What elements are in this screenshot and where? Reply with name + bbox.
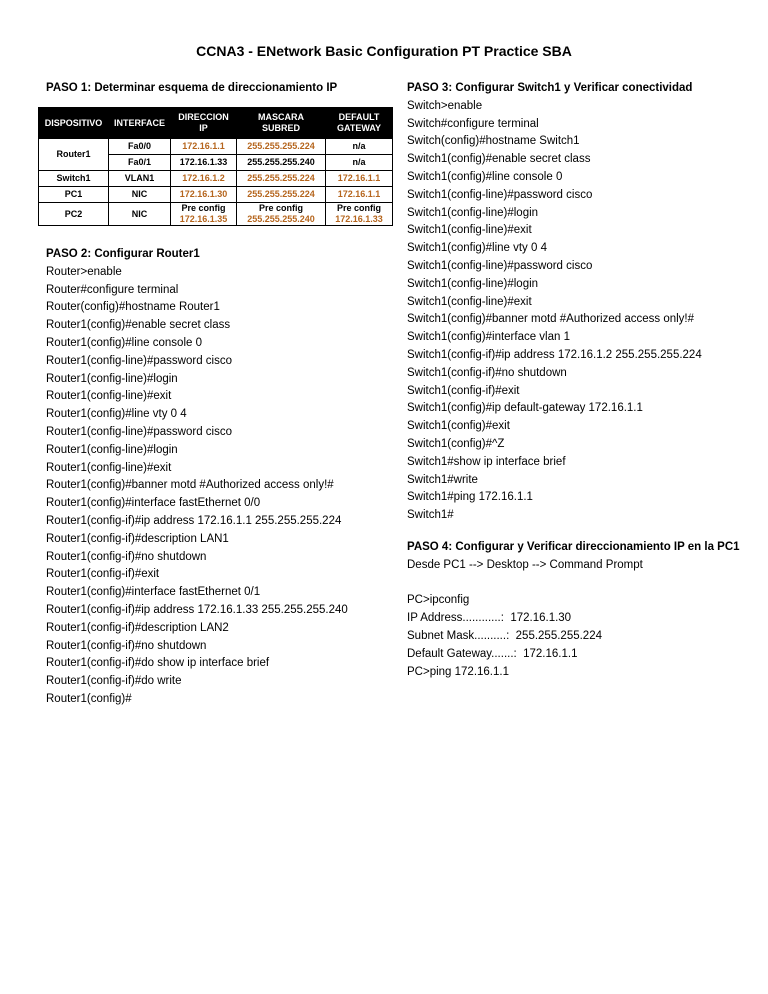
command-line: Router>enable	[46, 265, 122, 278]
cell-ip-note: Pre config	[181, 203, 226, 213]
command-line: Router#configure terminal	[46, 283, 179, 296]
table-row	[39, 171, 393, 187]
command-line: Router1(config)#enable secret class	[46, 319, 231, 332]
header-device: DISPOSITIVO	[39, 108, 109, 139]
cell-gateway: 172.16.1.1	[326, 171, 393, 187]
cell-device: PC1	[39, 187, 109, 203]
command-line: Switch1(config-if)#ip address 172.16.1.2 255.255.255.224	[407, 348, 702, 361]
addressing-table	[38, 107, 393, 226]
header-ip: DIRECCION IP	[171, 108, 237, 139]
spacer	[407, 575, 747, 593]
command-line: IP Address............: 172.16.1.30	[407, 612, 572, 625]
cell-gateway: n/a	[326, 139, 393, 155]
cell-interface: Fa0/1	[109, 155, 171, 171]
cell-mask-value: 255.255.255.240	[247, 214, 315, 224]
paso4-intro: Desde PC1 --> Desktop --> Command Prompt	[407, 558, 643, 571]
cell-gateway-value: 172.16.1.33	[335, 214, 383, 224]
table-row	[39, 139, 393, 155]
command-line: Router1(config-line)#login	[46, 372, 178, 385]
paso4-section	[407, 539, 747, 681]
table-row	[39, 187, 393, 203]
cell-ip-value: 172.16.1.35	[179, 214, 228, 224]
command-line: Router1(config-if)#ip address 172.16.1.33 255.255.255.240	[46, 603, 348, 616]
cell-mask: 255.255.255.240	[237, 155, 326, 171]
command-line: Router(config)#hostname Router1	[46, 301, 220, 314]
cell-gateway: 172.16.1.1	[326, 187, 393, 203]
command-line: Router1(config-line)#login	[46, 443, 178, 456]
cell-ip: 172.16.1.33	[171, 155, 237, 171]
command-line: PC>ipconfig	[407, 594, 470, 607]
header-interface: INTERFACE	[109, 108, 171, 139]
command-line: Router1(config)#line vty 0 4	[46, 408, 187, 421]
command-line: Switch1(config-if)#no shutdown	[407, 366, 567, 379]
command-line: Router1(config-if)#do write	[46, 675, 182, 688]
command-line: Router1(config-if)#description LAN1	[46, 532, 229, 545]
command-line: Switch1(config-line)#password cisco	[407, 188, 593, 201]
command-line: Router1(config-if)#no shutdown	[46, 639, 207, 652]
pc1-commands	[407, 592, 747, 681]
command-line: Switch1(config-line)#exit	[407, 224, 532, 237]
command-line: Switch1(config)#ip default-gateway 172.16.1.1	[407, 402, 643, 415]
document-title: CCNA3 - ENetwork Basic Configuration PT Practice SBA	[196, 43, 572, 59]
command-line: Router1(config-if)#description LAN2	[46, 621, 229, 634]
router1-commands	[46, 264, 392, 709]
cell-mask: 255.255.255.224	[237, 187, 326, 203]
command-line: Switch(config)#hostname Switch1	[407, 135, 580, 148]
command-line: Switch1(config-line)#password cisco	[407, 259, 593, 272]
cell-device: Router1	[39, 139, 109, 171]
command-line: Switch1(config-if)#exit	[407, 384, 520, 397]
command-line: Switch>enable	[407, 99, 483, 112]
paso4-heading: PASO 4: Configurar y Verificar direccionamiento IP en la PC1	[407, 541, 740, 553]
command-line: Switch1(config)#line console 0	[407, 170, 563, 183]
command-line: Router1(config)#banner motd #Authorized access only!#	[46, 479, 334, 492]
table-row	[39, 203, 393, 226]
cell-mask	[237, 203, 326, 226]
cell-ip: 172.16.1.1	[171, 139, 237, 155]
paso1-section	[46, 80, 392, 98]
cell-ip: 172.16.1.30	[171, 187, 237, 203]
command-line: Router1(config-line)#exit	[46, 461, 172, 474]
command-line: Router1(config)#interface fastEthernet 0/0	[46, 497, 261, 510]
command-line: Switch1(config)#enable secret class	[407, 153, 591, 166]
switch1-commands	[407, 98, 747, 525]
cell-device: PC2	[39, 203, 109, 226]
command-line: Router1(config-if)#exit	[46, 568, 160, 581]
command-line: Router1(config-if)#ip address 172.16.1.1 255.255.255.224	[46, 514, 342, 527]
command-line: Switch1(config-line)#login	[407, 277, 539, 290]
cell-gateway: n/a	[326, 155, 393, 171]
command-line: Switch1(config-line)#exit	[407, 295, 532, 308]
cell-interface: VLAN1	[109, 171, 171, 187]
paso1-heading: PASO 1: Determinar esquema de direccionamiento IP	[46, 82, 338, 94]
command-line: Router1(config-if)#do show ip interface brief	[46, 657, 270, 670]
command-line: Router1(config-line)#password cisco	[46, 354, 232, 367]
command-line: Switch1(config)#banner motd #Authorized access only!#	[407, 313, 695, 326]
command-line: Router1(config)#interface fastEthernet 0/1	[46, 586, 261, 599]
command-line: Router1(config)#line console 0	[46, 336, 202, 349]
command-line: Router1(config-if)#no shutdown	[46, 550, 207, 563]
cell-interface: NIC	[109, 203, 171, 226]
paso3-heading: PASO 3: Configurar Switch1 y Verificar conectividad	[407, 82, 693, 94]
cell-gateway	[326, 203, 393, 226]
command-line: Switch1(config)#line vty 0 4	[407, 242, 547, 255]
cell-gateway-note: Pre config	[336, 203, 381, 213]
paso3-section	[407, 80, 747, 525]
command-line: Switch1(config)#interface vlan 1	[407, 331, 570, 344]
header-gateway: DEFAULT GATEWAY	[326, 108, 393, 139]
cell-mask-note: Pre config	[258, 203, 303, 213]
cell-interface: Fa0/0	[109, 139, 171, 155]
command-line: Router1(config-line)#password cisco	[46, 425, 232, 438]
command-line: Switch1(config-line)#login	[407, 206, 539, 219]
cell-device: Switch1	[39, 171, 109, 187]
command-line: Switch1#	[407, 509, 454, 522]
paso2-section	[46, 246, 392, 709]
command-line: Switch1(config)#^Z	[407, 437, 505, 450]
header-mask: MASCARA SUBRED	[237, 108, 326, 139]
table-header-row	[39, 108, 393, 139]
command-line: Default Gateway.......: 172.16.1.1	[407, 647, 578, 660]
cell-mask: 255.255.255.224	[237, 139, 326, 155]
cell-mask: 255.255.255.224	[237, 171, 326, 187]
command-line: Switch1#ping 172.16.1.1	[407, 491, 533, 504]
command-line: Switch1#show ip interface brief	[407, 455, 566, 468]
cell-ip: 172.16.1.2	[171, 171, 237, 187]
cell-interface: NIC	[109, 187, 171, 203]
cell-ip	[171, 203, 237, 226]
command-line: Router1(config-line)#exit	[46, 390, 172, 403]
command-line: PC>ping 172.16.1.1	[407, 665, 509, 678]
command-line: Subnet Mask..........: 255.255.255.224	[407, 629, 602, 642]
command-line: Switch#configure terminal	[407, 117, 539, 130]
paso2-heading: PASO 2: Configurar Router1	[46, 248, 200, 260]
command-line: Switch1(config)#exit	[407, 420, 510, 433]
command-line: Switch1#write	[407, 473, 478, 486]
command-line: Router1(config)#	[46, 692, 132, 705]
